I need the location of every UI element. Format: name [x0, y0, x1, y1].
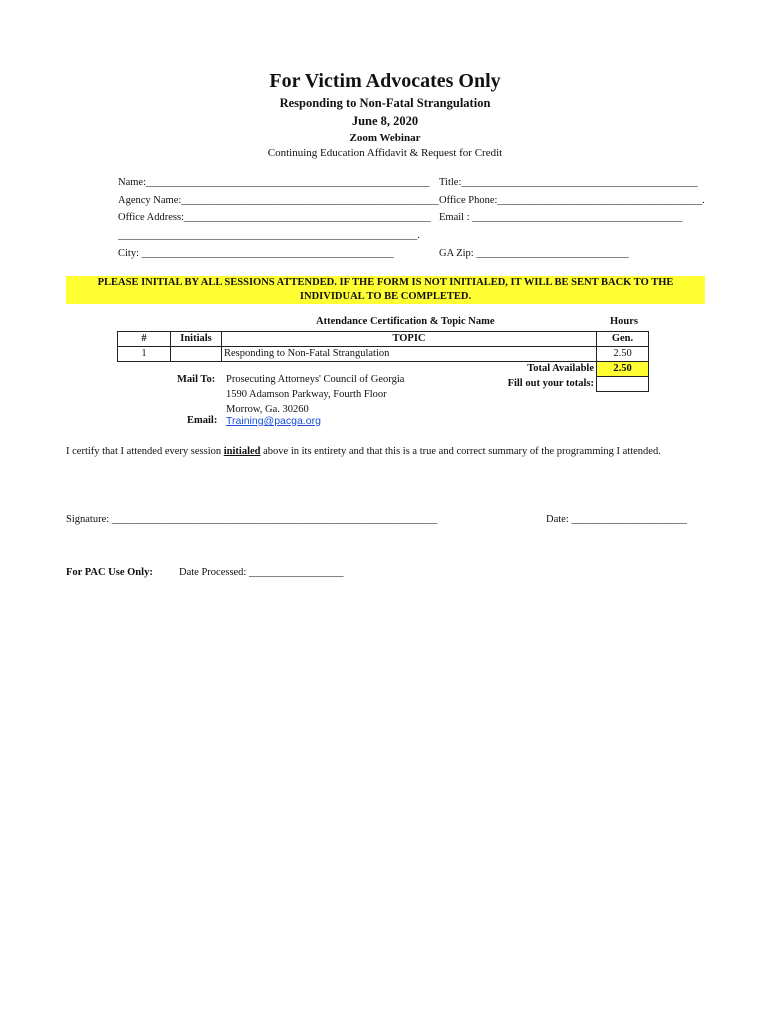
course-title: Responding to Non-Fatal Strangulation	[279, 96, 491, 110]
email-field[interactable]: Email : ________________________________________	[439, 212, 683, 223]
zip-field[interactable]: GA Zip: _____________________________	[439, 248, 629, 259]
city-field[interactable]: City: ________________________________________________	[118, 248, 394, 259]
mail-street: 1590 Adamson Parkway, Fourth Floor	[226, 389, 387, 400]
col-topic-header: TOPIC	[222, 332, 597, 347]
row-initials-input[interactable]	[171, 347, 222, 362]
empty-cell	[118, 377, 171, 392]
initial-warning-banner	[66, 276, 705, 304]
page-title: For Victim Advocates Only	[269, 70, 501, 92]
col-gen-header: Gen.	[597, 332, 649, 347]
fill-totals-label: Fill out your totals:	[222, 377, 597, 392]
agency-name-field[interactable]: Agency Name:_________________________________________________	[118, 195, 439, 206]
title-field[interactable]: Title:_____________________________________________	[439, 177, 698, 188]
total-available-value: 2.50	[597, 362, 649, 377]
col-number-header: #	[118, 332, 171, 347]
row-hours: 2.50	[597, 347, 649, 362]
mail-city: Morrow, Ga. 30260	[226, 404, 309, 415]
table-row	[118, 347, 649, 362]
date-processed-field[interactable]: Date Processed: __________________	[179, 567, 344, 578]
signature-field[interactable]: Signature: ______________________________________________________________	[66, 514, 438, 525]
hours-label: Hours	[610, 316, 639, 327]
certification-statement	[66, 444, 706, 459]
email-label: Email:	[187, 415, 218, 426]
banner-line-1: PLEASE INITIAL BY ALL SESSIONS ATTENDED. IF THE FORM IS NOT INITIALED, IT WILL BE SENT BACK TO THE	[97, 277, 674, 288]
table-header-row	[118, 332, 649, 347]
certify-emphasis: initialed	[223, 446, 261, 457]
attendance-caption: Attendance Certification & Topic Name	[316, 316, 495, 327]
banner-line-2: INDIVIDUAL TO BE COMPLETED.	[299, 291, 472, 302]
total-available-label: Total Available	[222, 362, 597, 377]
address-line-field[interactable]: _________________________________________________________.	[118, 230, 420, 241]
name-field[interactable]: Name:______________________________________________________	[118, 177, 430, 188]
form-description: Continuing Education Affidavit & Request for Credit	[267, 147, 503, 159]
empty-cell	[118, 362, 171, 377]
training-email-link[interactable]: Training@pacga.org	[226, 415, 321, 427]
office-phone-field[interactable]: Office Phone:_______________________________________.	[439, 195, 705, 206]
mail-to-label: Mail To:	[177, 374, 216, 385]
row-number: 1	[118, 347, 171, 362]
mail-org: Prosecuting Attorneys' Council of Georgia	[226, 374, 405, 385]
pac-use-label: For PAC Use Only:	[66, 567, 153, 578]
certify-text-end: above in its entirety and that this is a true and correct summary of the programming I attended.	[260, 446, 661, 457]
course-format: Zoom Webinar	[349, 132, 421, 144]
fill-totals-input[interactable]	[597, 377, 649, 392]
certify-text-start: I certify that I attended every session	[66, 446, 224, 457]
date-field[interactable]: Date: ______________________	[546, 514, 687, 525]
course-date: June 8, 2020	[351, 114, 419, 128]
office-address-field[interactable]: Office Address:_______________________________________________	[118, 212, 431, 223]
col-initials-header: Initials	[171, 332, 222, 347]
row-topic: Responding to Non-Fatal Strangulation	[222, 347, 597, 362]
